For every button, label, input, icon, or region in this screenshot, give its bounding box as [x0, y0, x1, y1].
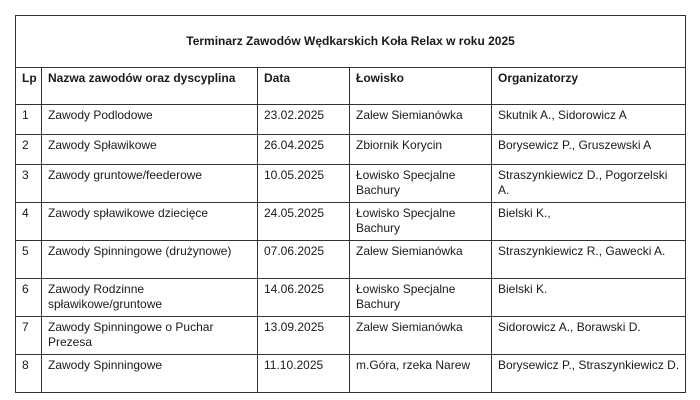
cell-place: Łowisko Specjalne Bachury	[350, 165, 492, 203]
cell-lp: 8	[16, 355, 42, 393]
cell-name: Zawody gruntowe/feederowe	[42, 165, 258, 203]
table-title: Terminarz Zawodów Wędkarskich Koła Relax w roku 2025	[16, 16, 686, 68]
cell-place: m.Góra, rzeka Narew	[350, 355, 492, 393]
cell-place: Zalew Siemianówka	[350, 241, 492, 279]
cell-date: 07.06.2025	[258, 241, 350, 279]
title-row	[16, 16, 686, 68]
cell-lp: 3	[16, 165, 42, 203]
cell-name: Zawody spławikowe dziecięce	[42, 203, 258, 241]
header-lp: Lp	[16, 68, 42, 105]
cell-place: Zbiornik Korycin	[350, 135, 492, 165]
cell-place: Łowisko Specjalne Bachury	[350, 279, 492, 317]
cell-name: Zawody Spinningowe o Puchar Prezesa	[42, 317, 258, 355]
header-date: Data	[258, 68, 350, 105]
cell-date: 23.02.2025	[258, 105, 350, 135]
cell-place: Zalew Siemianówka	[350, 317, 492, 355]
table-row	[16, 241, 686, 279]
cell-lp: 5	[16, 241, 42, 279]
cell-name: Zawody Podlodowe	[42, 105, 258, 135]
cell-organizers: Borysewicz P., Gruszewski A	[492, 135, 686, 165]
header-organizers: Organizatorzy	[492, 68, 686, 105]
cell-organizers: Sidorowicz A., Borawski D.	[492, 317, 686, 355]
cell-lp: 7	[16, 317, 42, 355]
cell-name: Zawody Spinningowe	[42, 355, 258, 393]
cell-lp: 4	[16, 203, 42, 241]
cell-date: 26.04.2025	[258, 135, 350, 165]
table-row	[16, 279, 686, 317]
cell-organizers: Bielski K.,	[492, 203, 686, 241]
table-row	[16, 203, 686, 241]
cell-date: 14.06.2025	[258, 279, 350, 317]
competition-schedule-table	[15, 15, 686, 393]
cell-date: 11.10.2025	[258, 355, 350, 393]
cell-lp: 6	[16, 279, 42, 317]
cell-name: Zawody Spławikowe	[42, 135, 258, 165]
table-row	[16, 165, 686, 203]
header-place: Łowisko	[350, 68, 492, 105]
header-row	[16, 68, 686, 105]
cell-organizers: Skutnik A., Sidorowicz A	[492, 105, 686, 135]
table-row	[16, 105, 686, 135]
cell-name: Zawody Spinningowe (drużynowe)	[42, 241, 258, 279]
cell-place: Łowisko Specjalne Bachury	[350, 203, 492, 241]
cell-organizers: Borysewicz P., Straszynkiewicz D.	[492, 355, 686, 393]
table-row	[16, 317, 686, 355]
cell-lp: 2	[16, 135, 42, 165]
cell-date: 13.09.2025	[258, 317, 350, 355]
cell-date: 10.05.2025	[258, 165, 350, 203]
table-row	[16, 355, 686, 393]
cell-place: Zalew Siemianówka	[350, 105, 492, 135]
cell-name: Zawody Rodzinne spławikowe/gruntowe	[42, 279, 258, 317]
cell-organizers: Straszynkiewicz R., Gawecki A.	[492, 241, 686, 279]
header-name: Nazwa zawodów oraz dyscyplina	[42, 68, 258, 105]
cell-organizers: Bielski K.	[492, 279, 686, 317]
cell-organizers: Straszynkiewicz D., Pogorzelski A.	[492, 165, 686, 203]
cell-lp: 1	[16, 105, 42, 135]
table-row	[16, 135, 686, 165]
cell-date: 24.05.2025	[258, 203, 350, 241]
